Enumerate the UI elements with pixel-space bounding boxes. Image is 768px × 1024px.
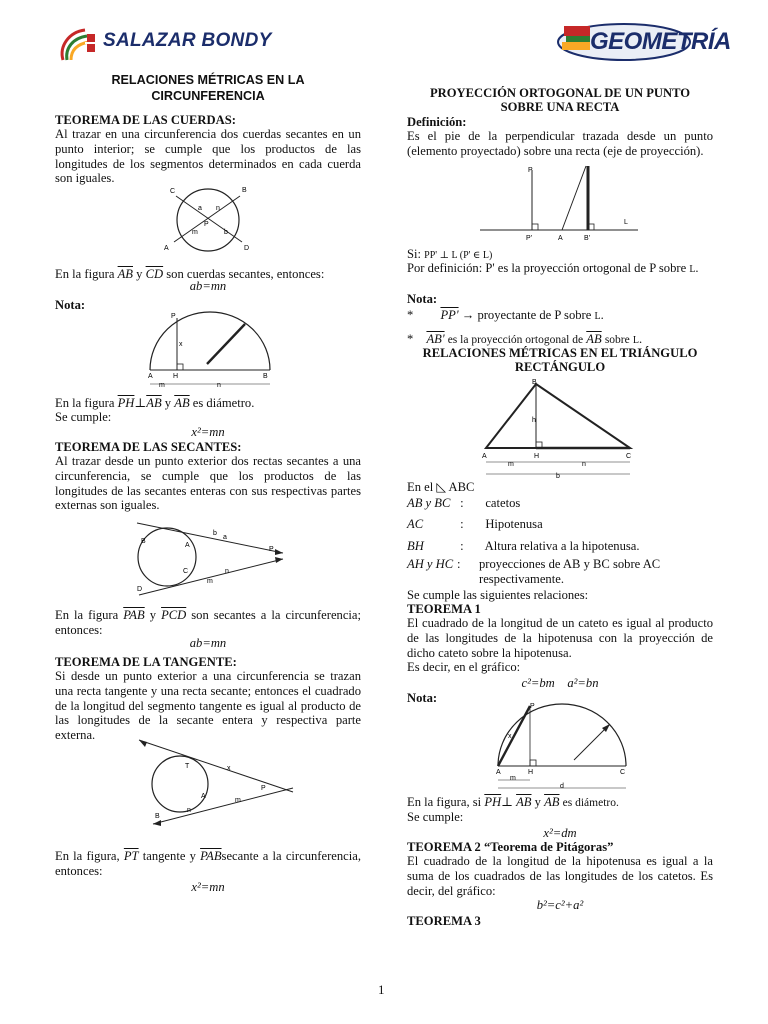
chord-ab <box>174 196 240 242</box>
nota3-fig-prefix: En la figura, si <box>407 795 482 809</box>
tri-label-b-small: b <box>556 473 560 480</box>
bullet-1: * <box>407 308 414 322</box>
row4-term: AH y HC <box>407 557 454 571</box>
cuerdas-fig-prefix: En la figura <box>55 267 115 281</box>
t2-formula: b²=c²+a² <box>536 898 584 912</box>
left-title-line2: CIRCUNFERENCIA <box>151 89 265 103</box>
proy-title-line1: PROYECCIÓN ORTOGONAL DE UN PUNTO <box>429 86 691 100</box>
semi2-label-x: x <box>508 733 512 740</box>
semi-label-p: P <box>171 313 176 320</box>
label-d: D <box>244 245 250 252</box>
def-text: Es el pie de la perpendicular trazada desde un punto (elemento proyectado) sobre una recta (eje de proyección). <box>407 129 713 158</box>
row3-colon: : <box>460 539 464 553</box>
segment-ph: $\overline{PH}$ <box>117 396 135 410</box>
row1-term: AB y BC <box>407 496 451 510</box>
tri-label-b: B <box>532 379 537 386</box>
segment-pab-2: $\overline{PAB}$ <box>200 849 222 863</box>
t1-esdecir: Es decir, en el gráfico: <box>407 660 521 674</box>
row3-desc: Altura relativa a la hipotenusa. <box>484 539 640 553</box>
tri-label-a: A <box>482 453 487 460</box>
conj-y-3: y <box>149 608 157 622</box>
secantes-fig-prefix: En la figura <box>55 608 119 622</box>
segment-pab: $\overline{PAB}$ <box>123 608 145 622</box>
rel-title-line1: RELACIONES MÉTRICAS EN EL TRIÁNGULO <box>422 346 698 360</box>
tangente-fig-suffix: secante a la circunferencia, entonces: <box>55 849 361 878</box>
nota3-fig-suffix: es diámetro. <box>562 797 619 809</box>
line-l-1: L <box>594 311 601 322</box>
nota2-item2-sobre: sobre <box>604 334 630 346</box>
row2-colon: : <box>460 517 464 531</box>
tangente-heading: TEOREMA DE LA TANGENTE: <box>55 655 237 669</box>
row4-colon: : <box>457 557 461 571</box>
projection-figure <box>480 164 640 244</box>
perp-symbol: ⊥ <box>134 396 147 410</box>
tri-label-c: C <box>626 453 632 460</box>
proj-label-a: A <box>558 235 563 242</box>
t1-heading: TEOREMA 1 <box>407 602 481 616</box>
sec-label-c: C <box>183 568 189 575</box>
triangle-figure <box>478 378 638 478</box>
row1-colon: : <box>460 496 464 510</box>
tan-label-x: x <box>227 765 231 772</box>
t3-heading: TEOREMA 3 <box>407 914 481 928</box>
segment-ab: $\overline{AB}$ <box>117 267 133 281</box>
segment-cd: $\overline{CD}$ <box>145 267 164 281</box>
conj-y-2: y <box>164 396 172 410</box>
por-def: Por definición: P' es la proyección ortogonal de P sobre <box>407 261 687 275</box>
por-def-line: L <box>689 264 696 275</box>
tri-label-h-upper: H <box>534 453 540 460</box>
tangente-mid: tangente y <box>142 849 196 863</box>
semi-label-x: x <box>179 341 183 348</box>
def-row-4 <box>407 557 713 587</box>
cuerdas-heading: TEOREMA DE LAS CUERDAS: <box>55 113 236 127</box>
salazar-bondy-logo-icon <box>55 24 105 64</box>
tan-label-n: n <box>187 807 191 814</box>
sec-label-n: n <box>225 568 229 575</box>
por-def-text: Por definición: P' es la proyección ortogonal de P sobre L. <box>407 261 699 275</box>
semicircle-figure <box>145 308 275 388</box>
tri-label-h: h <box>532 417 536 424</box>
row1-desc: catetos <box>485 496 521 510</box>
chord-cd <box>176 196 242 242</box>
rel-title-line2: RECTÁNGULO <box>514 360 606 374</box>
nota2-item1-text: → proyectante de P sobre <box>461 308 592 322</box>
si-label: Si: <box>407 247 422 261</box>
segment-ab-5: $\overline{AB}$ <box>516 795 532 809</box>
nota1-heading: Nota: <box>55 298 86 312</box>
proj-label-bp: B' <box>584 235 591 242</box>
si-expr: PP' ⊥ L (P' ∈ L) <box>424 250 493 261</box>
sec-label-a-small: a <box>223 534 227 541</box>
semicircle2-figure <box>492 700 632 790</box>
row4-desc: proyecciones de AB y BC sobre AC respectivamente. <box>479 557 661 586</box>
left-title-line1: RELACIONES MÉTRICAS EN LA <box>111 73 305 87</box>
tan-label-t: T <box>185 763 190 770</box>
segment-pcd: $\overline{PCD}$ <box>161 608 187 622</box>
proj-label-p: P <box>528 167 533 174</box>
label-p: P <box>204 221 209 228</box>
tri-label-n: n <box>582 461 586 468</box>
page-number: 1 <box>378 982 385 997</box>
segment-ab-2: $\overline{AB}$ <box>146 396 162 410</box>
proj-label-l: L <box>624 219 628 226</box>
tan-label-b: B <box>155 813 160 820</box>
subject-title: GEOMETRÍA <box>590 28 731 55</box>
def-heading: Definición: <box>407 115 467 129</box>
semi2-label-m: m <box>510 775 516 782</box>
label-c: C <box>170 188 176 195</box>
cuerdas-formula: ab=mn <box>189 279 227 293</box>
nota2-item1: * PP' → proyectante de P sobre L. <box>407 308 604 322</box>
semi-label-m: m <box>159 382 165 389</box>
segment-ab-6: $\overline{AB}$ <box>544 795 560 809</box>
conj-y: y <box>136 267 143 281</box>
label-a-small: a <box>198 205 202 212</box>
row3-term: BH <box>407 539 424 553</box>
semi2-label-c: C <box>620 769 626 776</box>
secants-figure <box>125 515 285 600</box>
segment-pt: $\overline{PT}$ <box>123 849 139 863</box>
brand-name: SALAZAR BONDY <box>103 30 272 51</box>
t1-text: El cuadrado de la longitud de un cateto es igual al producto de las longitudes de la hipotenusa con la proyección de dicho cateto sobre la hipotenusa. <box>407 616 713 660</box>
t1-formula: c²=bm a²=bn <box>521 676 599 690</box>
semi2-label-p: P <box>530 703 535 710</box>
secantes-text: Al trazar desde un punto exterior dos rectas secantes a una circunferencia, se cumple que los productos de las longitudes de las secantes enteras con sus respectivas partes externas son iguales. <box>55 454 361 513</box>
row2-term: AC <box>407 517 424 531</box>
semi-label-b: B <box>263 373 268 380</box>
enel-line: En el ◺ ABC <box>407 480 475 494</box>
conj-y-4: y <box>534 795 541 809</box>
label-n: n <box>216 205 220 212</box>
cuerdas-fig-suffix: son cuerdas secantes, entonces: <box>166 267 325 281</box>
sec-label-m: m <box>207 578 213 585</box>
segment-ab-3: $\overline{AB}$ <box>174 396 190 410</box>
nota2-heading: Nota: <box>407 292 438 306</box>
line-l-2: L <box>632 335 639 346</box>
nota2-item2: * AB' es la proyección ortogonal de $\overline{AB}$ sobre L. <box>407 332 643 346</box>
segment-ab-prime: AB' <box>426 332 445 346</box>
nota1-fig-suffix: es diámetro. <box>192 396 255 410</box>
label-a: A <box>164 245 169 252</box>
tan-label-a: A <box>201 793 206 800</box>
def-row-3 <box>407 539 713 554</box>
nota3-fig-line <box>407 795 619 811</box>
se-cumple-rel: Se cumple las siguientes relaciones: <box>407 588 589 602</box>
bullet-2: * <box>407 332 414 346</box>
tangente-fig-line <box>55 849 361 879</box>
secantes-fig-line <box>55 608 361 638</box>
secantes-heading: TEOREMA DE LAS SECANTES: <box>55 440 242 454</box>
nota3-heading: Nota: <box>407 691 438 705</box>
label-b-small: b <box>224 229 228 236</box>
segment-pp: PP' <box>440 308 459 322</box>
tri-label-m: m <box>508 461 514 468</box>
tangente-fig-prefix: En la figura, <box>55 849 120 863</box>
nota1-fig-prefix: En la figura <box>55 396 115 410</box>
tan-label-p: P <box>261 785 266 792</box>
sec-label-d: D <box>137 586 143 593</box>
semi-label-a: A <box>148 373 153 380</box>
row2-desc: Hipotenusa <box>485 517 543 531</box>
tangente-text: Si desde un punto exterior a una circunferencia se trazan una recta tangente y una recta secante; entonces el cuadrado de la longitud del segmento tangente es igual al producto de las longitudes de la secante entera y respectiva parte externa. <box>55 669 361 743</box>
semi2-label-h: H <box>528 769 534 776</box>
def-row-2 <box>407 517 713 532</box>
nota3-formula: x²=dm <box>543 826 577 840</box>
semi-label-h: H <box>173 373 179 380</box>
label-m: m <box>192 229 198 236</box>
segment-ab-4: $\overline{AB}$ <box>586 332 602 346</box>
tan-label-m: m <box>235 797 241 804</box>
sec-label-a: A <box>185 542 190 549</box>
cuerdas-text: Al trazar en una circunferencia dos cuerdas secantes en un punto interior; se cumple que los productos de las longitudes de los segmentos determinados en cada cuerda son iguales. <box>55 127 361 186</box>
label-b: B <box>242 187 247 194</box>
tangente-formula: x²=mn <box>191 880 225 894</box>
t2-text: El cuadrado de la longitud de la hipotenusa es igual a la suma de los cuadrados de las longitudes de los catetos. Es decir, del gráfico: <box>407 854 713 898</box>
nota1-fig-line <box>55 396 254 411</box>
tangent-figure <box>135 738 295 828</box>
sec-label-b-small: b <box>213 530 217 537</box>
semi2-label-a: A <box>496 769 501 776</box>
nota1-formula: x²=mn <box>191 425 225 439</box>
def-row-1 <box>407 496 713 511</box>
semi-label-n: n <box>217 382 221 389</box>
secantes-fig-suffix: son secantes a la circunferencia; entonces: <box>55 608 362 637</box>
segment-ph-2: $\overline{PH}$ <box>484 795 502 809</box>
nota2-item2-text: es la proyección ortogonal de <box>447 334 584 346</box>
proj-label-pp: P' <box>526 235 533 242</box>
sec-label-p: P <box>269 546 274 553</box>
t2-heading: TEOREMA 2 “Teorema de Pitágoras” <box>407 840 614 854</box>
nota3-cumple: Se cumple: <box>407 810 464 824</box>
semi2-label-d: d <box>560 783 564 790</box>
nota1-cumple: Se cumple: <box>55 410 112 424</box>
secantes-formula: ab=mn <box>189 636 227 650</box>
chords-figure <box>158 186 268 256</box>
proy-title-line2: SOBRE UNA RECTA <box>500 100 620 114</box>
perp-symbol-2: ⊥ <box>501 795 513 809</box>
sec-label-b: B <box>141 538 146 545</box>
